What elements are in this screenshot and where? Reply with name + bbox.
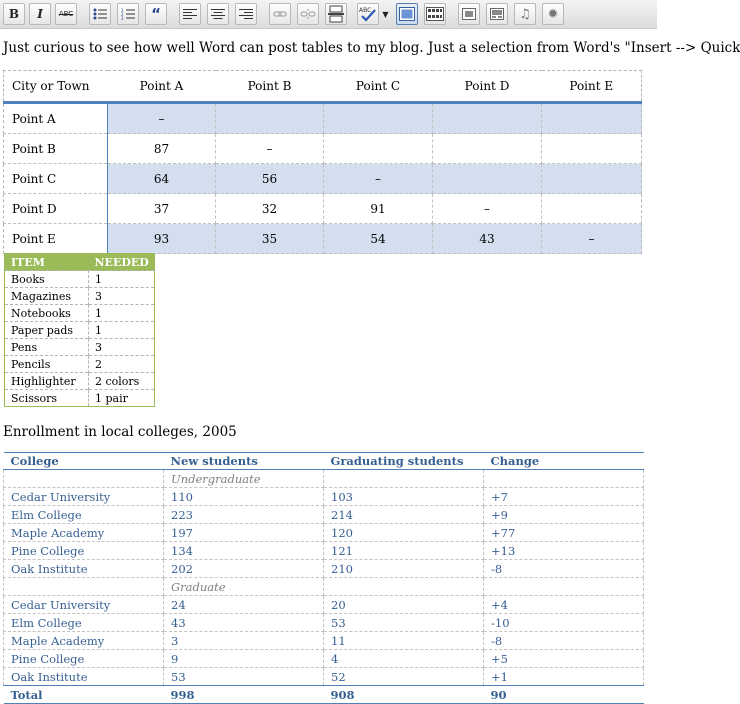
table-cell [433,134,542,164]
insert-more-button[interactable] [325,3,347,25]
table-row [5,271,155,288]
table-row [4,632,644,650]
intro-paragraph: Just curious to see how well Word can post tables to my blog. Just a selection from Word's "Insert --> Quick [3,40,740,56]
media-star-icon: ✹ [547,6,559,22]
table-cell: 35 [216,224,324,254]
table-row [5,390,155,407]
table-cell: 20 [324,596,484,614]
header-cell: ITEM [5,254,89,271]
header-cell: City or Town [4,71,108,103]
header-cell: Point B [216,71,324,103]
section-row [4,578,644,596]
table-cell: 210 [324,560,484,578]
table-cell: 87 [108,134,216,164]
table-cell: – [542,224,642,254]
distance-header-row [4,71,642,103]
table-cell: 121 [324,542,484,560]
table-cell: +9 [484,506,644,524]
table-cell: +7 [484,488,644,506]
table-cell [324,470,484,488]
add-audio-button[interactable] [514,3,536,25]
row-label: Point B [4,134,108,164]
table-row [5,288,155,305]
table-cell: – [216,134,324,164]
spellcheck-icon [359,6,377,22]
header-cell: Point C [324,71,433,103]
table-cell: Elm College [4,506,164,524]
items-table [4,253,155,407]
header-cell: New students [164,453,324,470]
table-cell: 1 [89,322,155,339]
spellcheck-dropdown-arrow[interactable]: ▼ [382,9,389,19]
table-cell: 223 [164,506,324,524]
table-cell: +1 [484,668,644,686]
image-icon [462,8,476,20]
blockquote-button[interactable] [145,3,167,25]
table-cell: Scissors [5,390,89,407]
table-cell: Maple Academy [4,632,164,650]
svg-text:2: 2 [121,12,124,17]
page-break-icon [328,6,344,22]
enrollment-header-row [4,453,644,470]
table-cell: 53 [164,668,324,686]
table-cell: 4 [324,650,484,668]
table-cell: 2 colors [89,373,155,390]
strikethrough-button[interactable] [55,3,77,25]
table-cell: 52 [324,668,484,686]
fullscreen-icon [399,7,415,21]
table-cell [216,103,324,134]
row-label: Point E [4,224,108,254]
table-cell: Oak Institute [4,560,164,578]
table-cell: 56 [216,164,324,194]
table-cell: Paper pads [5,322,89,339]
table-cell: Pencils [5,356,89,373]
header-cell: Point D [433,71,542,103]
table-cell: Pine College [4,542,164,560]
table-cell: 214 [324,506,484,524]
table-row [4,194,642,224]
header-cell: Change [484,453,644,470]
table-cell: Elm College [4,614,164,632]
table-cell: Highlighter [5,373,89,390]
table-cell: 3 [89,288,155,305]
video-icon [490,8,504,20]
editor-toolbar [0,0,657,29]
header-cell: Point A [108,71,216,103]
table-cell: 103 [324,488,484,506]
table-cell: Oak Institute [4,668,164,686]
table-cell: Notebooks [5,305,89,322]
row-label: Point A [4,103,108,134]
table-cell [433,164,542,194]
numbered-list-button[interactable] [117,3,139,25]
table-cell: -10 [484,614,644,632]
align-left-icon [183,8,197,20]
italic-button[interactable] [29,3,51,25]
table-cell: 53 [324,614,484,632]
table-cell [4,470,164,488]
row-label: Point C [4,164,108,194]
table-cell: +13 [484,542,644,560]
table-cell: -8 [484,632,644,650]
toolbar-toggle-icon [426,7,444,21]
header-cell: College [4,453,164,470]
bullet-list-icon [93,8,107,20]
table-row [4,224,642,254]
align-center-button[interactable] [207,3,229,25]
table-cell: 43 [164,614,324,632]
table-cell: 1 [89,305,155,322]
table-cell: 1 pair [89,390,155,407]
table-cell [484,470,644,488]
table-cell: 1 [89,271,155,288]
table-cell [542,134,642,164]
header-cell: Graduating students [324,453,484,470]
table-cell: Pine College [4,650,164,668]
table-cell: 24 [164,596,324,614]
table-cell: 90 [484,686,644,704]
table-cell [484,578,644,596]
items-header-row [5,254,155,271]
table-cell: Cedar University [4,596,164,614]
unlink-icon [301,8,315,20]
table-cell: 54 [324,224,433,254]
unlink-button[interactable] [297,3,319,25]
table-cell: Magazines [5,288,89,305]
table-row [4,506,644,524]
row-label: Point D [4,194,108,224]
table-cell [542,164,642,194]
table-cell: 64 [108,164,216,194]
table-row [4,103,642,134]
table-cell: 120 [324,524,484,542]
bold-icon: B [8,7,20,21]
table-cell: 32 [216,194,324,224]
table-cell [324,134,433,164]
table-row [5,322,155,339]
table-cell: 2 [89,356,155,373]
kitchen-sink-button[interactable] [424,3,446,25]
numbered-list-icon [121,8,135,20]
table-row [4,596,644,614]
table-row [5,356,155,373]
table-cell: 3 [89,339,155,356]
table-row [4,542,644,560]
table-cell: 9 [164,650,324,668]
table-cell: 91 [324,194,433,224]
section-row [4,470,644,488]
total-row [4,686,644,704]
table-row [4,560,644,578]
table-row [4,134,642,164]
table-cell: Cedar University [4,488,164,506]
table-cell: 110 [164,488,324,506]
table-row [4,668,644,686]
blockquote-icon: “ [151,5,161,23]
fullscreen-button[interactable] [396,3,418,25]
table-cell: 43 [433,224,542,254]
link-icon [273,8,287,20]
table-cell [324,103,433,134]
svg-text:1: 1 [121,8,124,13]
insert-link-button[interactable] [269,3,291,25]
table-cell: Books [5,271,89,288]
table-cell: 11 [324,632,484,650]
align-center-icon [211,8,225,20]
section-label: Graduate [164,578,324,596]
table-row [5,305,155,322]
strikethrough-icon: ABC [58,10,74,18]
table-cell: 37 [108,194,216,224]
table-cell: – [433,194,542,224]
table-cell: Total [4,686,164,704]
distance-table [3,70,642,254]
table-cell: 908 [324,686,484,704]
table-cell: 197 [164,524,324,542]
svg-text:3: 3 [121,16,124,21]
add-media-button[interactable] [542,3,564,25]
table-row [4,164,642,194]
table-cell: +77 [484,524,644,542]
italic-icon: I [37,7,43,21]
table-row [4,614,644,632]
table-cell: – [108,103,216,134]
table-cell [4,578,164,596]
add-video-button[interactable] [486,3,508,25]
table-cell [542,103,642,134]
align-left-button[interactable] [179,3,201,25]
music-note-icon: ♫ [519,6,531,22]
spellcheck-button[interactable] [357,3,379,25]
table-cell [433,103,542,134]
svg-text:ABC: ABC [359,7,372,14]
bullet-list-button[interactable] [89,3,111,25]
table-cell: 3 [164,632,324,650]
table-row [5,339,155,356]
table-cell: +5 [484,650,644,668]
enrollment-table [3,452,644,704]
table-cell: Pens [5,339,89,356]
table-cell: 134 [164,542,324,560]
table-row [4,650,644,668]
table-cell: 202 [164,560,324,578]
table-cell [542,194,642,224]
table-cell: – [324,164,433,194]
table-cell: -8 [484,560,644,578]
table-cell: 93 [108,224,216,254]
table-cell: +4 [484,596,644,614]
table-cell: Maple Academy [4,524,164,542]
section-label: Undergraduate [164,470,324,488]
align-right-icon [239,8,253,20]
header-cell: NEEDED [89,254,155,271]
table-row [4,488,644,506]
bold-button[interactable] [3,3,25,25]
enrollment-caption: Enrollment in local colleges, 2005 [3,424,237,440]
table-cell [324,578,484,596]
header-cell: Point E [542,71,642,103]
table-row [5,373,155,390]
align-right-button[interactable] [235,3,257,25]
add-image-button[interactable] [458,3,480,25]
table-row [4,524,644,542]
table-cell: 998 [164,686,324,704]
